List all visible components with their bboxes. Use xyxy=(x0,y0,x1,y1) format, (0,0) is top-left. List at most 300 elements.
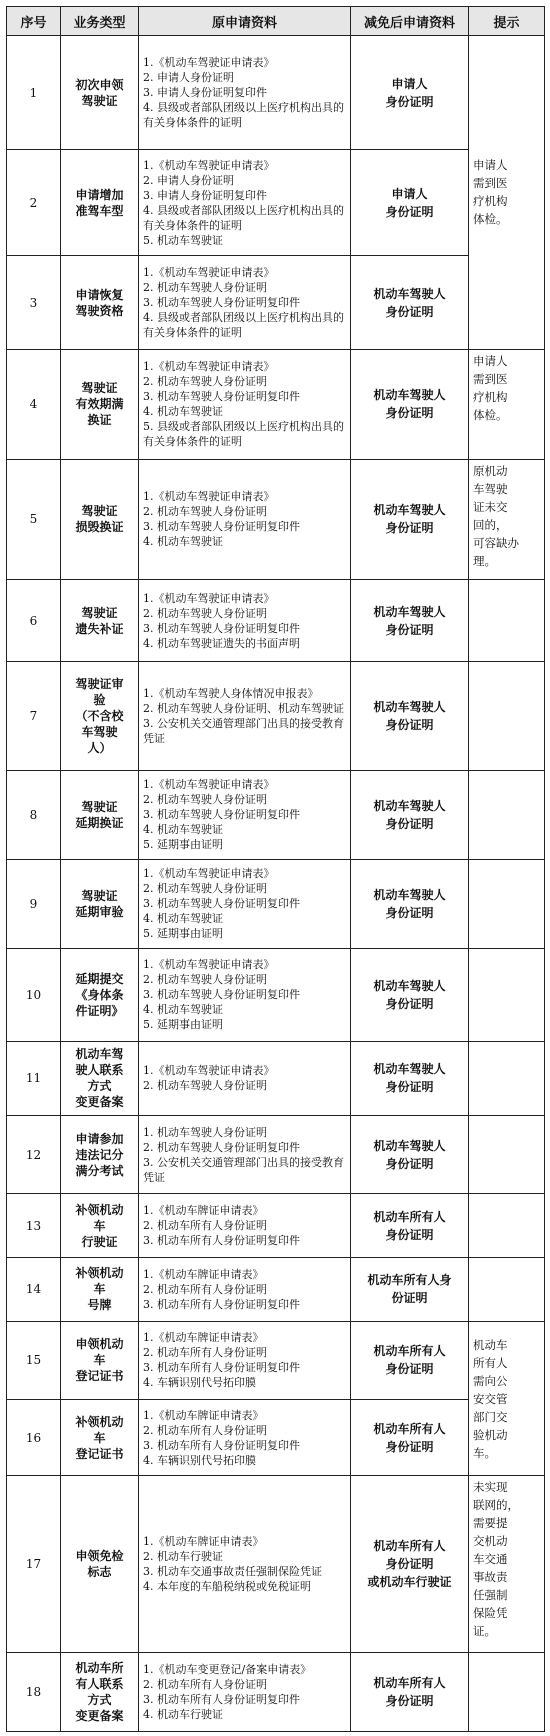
original-material-item: 2. 机动车所有人身份证明 xyxy=(143,1219,267,1233)
reduced-material-line: 身份证明 xyxy=(385,996,434,1011)
table-body xyxy=(7,36,545,1732)
business-type-cell xyxy=(61,859,139,948)
tip-line: 申请人 xyxy=(473,353,508,368)
original-material-item: 1.《机动车牌证申请表》 xyxy=(143,1408,264,1422)
business-type-cell xyxy=(61,1116,139,1194)
original-material-item: 3. 机动车驾驶人身份证明复印件 xyxy=(143,897,300,911)
business-type-line: 驾驶证 xyxy=(81,799,118,814)
tip-line: 保险凭 xyxy=(473,1606,508,1621)
row-number: 10 xyxy=(7,948,61,1041)
business-type-line: 有人联系 xyxy=(75,1677,124,1692)
row-number: 18 xyxy=(7,1653,61,1732)
original-materials-cell xyxy=(139,459,351,579)
reduced-material-line: 机动车所有人 xyxy=(373,1676,446,1691)
reduced-material-line: 机动车驾驶人 xyxy=(373,503,446,518)
original-materials-cell xyxy=(139,1116,351,1194)
table-row xyxy=(7,459,545,579)
table-row xyxy=(7,1116,545,1194)
reduced-materials-cell xyxy=(351,1041,469,1115)
original-material-item: 3. 机动车驾驶人身份证明复印件 xyxy=(143,621,300,635)
row-number: 1 xyxy=(7,36,61,150)
original-materials-cell xyxy=(139,1258,351,1322)
original-materials-cell xyxy=(139,36,351,150)
business-type-line: 驾驶证 xyxy=(81,888,118,903)
original-material-item: 1.《机动车驾驶证申请表》 xyxy=(143,266,275,280)
business-type-line: 违法记分 xyxy=(75,1147,124,1162)
table-row xyxy=(7,1653,545,1732)
business-type-line: 有效期满 xyxy=(75,397,124,412)
tip-cell-empty xyxy=(469,1194,545,1258)
original-material-item: 1.《机动车驾驶证申请表》 xyxy=(143,1064,275,1078)
business-type-cell xyxy=(61,662,139,770)
table-row xyxy=(7,256,545,349)
original-material-item: 1.《机动车驾驶证申请表》 xyxy=(143,778,275,792)
tip-line: 任强制 xyxy=(473,1588,508,1603)
business-type-cell xyxy=(61,1400,139,1476)
business-type-cell xyxy=(61,150,139,256)
table-row xyxy=(7,859,545,948)
reduced-material-line: 身份证明 xyxy=(385,204,434,219)
row-number: 11 xyxy=(7,1041,61,1115)
tip-line: 需到医 xyxy=(473,176,508,191)
business-type-line: （不含校 xyxy=(75,708,124,723)
original-material-item: 4. 机动车行驶证 xyxy=(143,1708,223,1722)
business-type-cell xyxy=(61,770,139,859)
original-material-item: 5. 延期事由证明 xyxy=(143,1018,223,1032)
tip-cell-empty xyxy=(469,1258,545,1322)
reduced-materials-cell xyxy=(351,579,469,662)
reduced-material-line: 机动车所有人 xyxy=(373,1209,446,1224)
tip-line: 原机动 xyxy=(473,463,508,478)
business-type-cell xyxy=(61,256,139,349)
tip-line: 所有人 xyxy=(473,1355,508,1370)
row-number: 8 xyxy=(7,770,61,859)
business-type-line: 机动车驾 xyxy=(75,1047,124,1062)
business-type-line: 申领免检 xyxy=(75,1549,124,1564)
original-material-item: 1.《机动车牌证申请表》 xyxy=(143,1267,264,1281)
business-type-line: 驾驶证审 xyxy=(75,676,124,691)
original-material-item: 2. 机动车驾驶人身份证明 xyxy=(143,505,267,519)
reduced-material-line: 身份证明 xyxy=(385,1362,434,1377)
business-type-line: 损毁换证 xyxy=(75,520,124,535)
original-materials-cell xyxy=(139,579,351,662)
original-material-item: 3. 公安机关交通管理部门出具的接受教育凭证 xyxy=(143,1155,344,1184)
reduced-materials-cell xyxy=(351,1653,469,1732)
original-material-item: 1.《机动车驾驶证申请表》 xyxy=(143,158,275,172)
row-number: 16 xyxy=(7,1400,61,1476)
tip-cell-empty xyxy=(469,948,545,1041)
original-material-item: 2. 机动车所有人身份证明 xyxy=(143,1282,267,1296)
table-row xyxy=(7,948,545,1041)
reduced-materials-cell xyxy=(351,1258,469,1322)
original-material-item: 2. 机动车驾驶人身份证明 xyxy=(143,793,267,807)
tip-line: 联网的， xyxy=(473,1498,519,1513)
header-no: 序号 xyxy=(7,7,61,36)
original-material-item: 4. 车辆识别代号拓印膜 xyxy=(143,1376,256,1390)
reduced-material-line: 身份证明 xyxy=(385,622,434,637)
reduced-materials-cell xyxy=(351,1400,469,1476)
tip-line: 需到医 xyxy=(473,371,508,386)
row-number: 3 xyxy=(7,256,61,349)
business-type-cell xyxy=(61,459,139,579)
reduced-material-line: 身份证明 xyxy=(385,94,434,109)
tip-line: 车交通 xyxy=(473,1552,508,1567)
reduced-materials-cell xyxy=(351,1321,469,1399)
original-material-item: 1.《机动车驾驶证申请表》 xyxy=(143,490,275,504)
business-type-line: 申请增加 xyxy=(75,187,124,202)
table-row xyxy=(7,1476,545,1653)
tip-line: 疗机构 xyxy=(473,194,508,209)
reduced-material-line: 机动车驾驶人 xyxy=(373,798,446,813)
reduced-materials-cell xyxy=(351,1476,469,1653)
reduced-material-line: 机动车驾驶人 xyxy=(373,1062,446,1077)
original-materials-cell xyxy=(139,1653,351,1732)
reduced-material-line: 身份证明 xyxy=(385,717,434,732)
original-material-item: 4. 机动车驾驶证 xyxy=(143,823,223,837)
reduced-materials-cell xyxy=(351,948,469,1041)
business-type-line: 驾驶证 xyxy=(81,504,118,519)
tip-line: 部门交 xyxy=(473,1409,508,1424)
business-type-line: 车 xyxy=(93,1218,106,1233)
original-materials-cell xyxy=(139,662,351,770)
tip-line: 疗机构 xyxy=(473,389,508,404)
original-materials-cell xyxy=(139,150,351,256)
original-material-item: 3. 机动车驾驶人身份证明复印件 xyxy=(143,296,300,310)
table-row xyxy=(7,36,545,150)
original-material-item: 2. 机动车所有人身份证明 xyxy=(143,1678,267,1692)
original-material-item: 5. 县级或者部队团级以上医疗机构出具的有关身体条件的证明 xyxy=(143,420,344,449)
business-type-line: 准驾车型 xyxy=(75,203,124,218)
original-material-item: 4. 车辆识别代号拓印膜 xyxy=(143,1453,256,1467)
tip-cell xyxy=(469,459,545,579)
original-materials-cell xyxy=(139,256,351,349)
original-material-item: 5. 延期事由证明 xyxy=(143,927,223,941)
tip-line: 验机动 xyxy=(473,1427,508,1442)
reduced-material-line: 机动车所有人 xyxy=(373,1539,446,1554)
original-material-item: 4. 县级或者部队团级以上医疗机构出具的有关身体条件的证明 xyxy=(143,203,344,232)
original-material-item: 4. 本年度的车船税纳税或免税证明 xyxy=(143,1580,311,1594)
table-row xyxy=(7,770,545,859)
reduced-material-line: 身份证明 xyxy=(385,406,434,421)
original-materials-cell xyxy=(139,859,351,948)
business-type-cell xyxy=(61,1041,139,1115)
original-material-item: 4. 县级或者部队团级以上医疗机构出具的有关身体条件的证明 xyxy=(143,101,344,130)
business-type-line: 申请参加 xyxy=(75,1131,124,1146)
business-type-cell xyxy=(61,948,139,1041)
business-type-line: 车 xyxy=(93,1430,106,1445)
business-type-cell xyxy=(61,36,139,150)
tip-line: 回的， xyxy=(473,517,508,532)
original-materials-cell xyxy=(139,1321,351,1399)
original-material-item: 2. 机动车所有人身份证明 xyxy=(143,1346,267,1360)
original-material-item: 1.《机动车驾驶证申请表》 xyxy=(143,360,275,374)
tip-line: 申请人 xyxy=(473,158,508,173)
reduced-material-line: 份证明 xyxy=(391,1291,428,1306)
tip-cell-empty xyxy=(469,1116,545,1194)
business-type-line: 车 xyxy=(93,1282,106,1297)
reduced-material-line: 身份证明 xyxy=(385,1080,434,1095)
business-type-line: 变更备案 xyxy=(75,1709,124,1724)
original-materials-cell xyxy=(139,770,351,859)
row-number: 15 xyxy=(7,1321,61,1399)
business-type-line: 驾驶证 xyxy=(81,93,118,108)
row-number: 17 xyxy=(7,1476,61,1653)
original-material-item: 3. 机动车所有人身份证明复印件 xyxy=(143,1361,300,1375)
original-materials-cell xyxy=(139,948,351,1041)
original-material-item: 3. 机动车驾驶人身份证明复印件 xyxy=(143,808,300,822)
original-material-item: 3. 机动车交通事故责任强制保险凭证 xyxy=(143,1565,322,1579)
original-material-item: 4. 机动车驾驶证 xyxy=(143,1003,223,1017)
original-material-item: 5. 延期事由证明 xyxy=(143,838,223,852)
reduced-material-line: 身份证明 xyxy=(385,1439,434,1454)
original-material-item: 2. 机动车驾驶人身份证明 xyxy=(143,973,267,987)
original-material-item: 3. 申请人身份证明复印件 xyxy=(143,86,267,100)
original-material-item: 2. 机动车驾驶人身份证明 xyxy=(143,882,267,896)
header-tips: 提示 xyxy=(469,7,545,36)
reduced-materials-cell xyxy=(351,256,469,349)
reduced-material-line: 身份证明 xyxy=(385,905,434,920)
service-table xyxy=(6,6,545,1732)
tip-cell xyxy=(469,36,545,350)
tip-line: 车。 xyxy=(473,1445,496,1460)
original-materials-cell xyxy=(139,1476,351,1653)
original-material-item: 1.《机动车驾驶证申请表》 xyxy=(143,867,275,881)
business-type-line: 登记证书 xyxy=(75,1446,124,1461)
original-material-item: 1. 机动车驾驶人身份证明 xyxy=(143,1125,267,1139)
tip-cell-empty xyxy=(469,662,545,770)
original-material-item: 2. 机动车所有人身份证明 xyxy=(143,1423,267,1437)
tip-line: 未实现 xyxy=(473,1480,508,1495)
business-type-line: 驶人联系 xyxy=(75,1063,124,1078)
reduced-materials-cell xyxy=(351,349,469,459)
reduced-material-line: 机动车所有人 xyxy=(373,1344,446,1359)
business-type-cell xyxy=(61,349,139,459)
original-material-item: 3. 机动车所有人身份证明复印件 xyxy=(143,1693,300,1707)
reduced-materials-cell xyxy=(351,859,469,948)
original-material-item: 2. 机动车驾驶人身份证明 xyxy=(143,1079,267,1093)
business-type-cell xyxy=(61,1258,139,1322)
business-type-line: 标志 xyxy=(87,1565,112,1580)
tip-line: 机动车 xyxy=(473,1337,508,1352)
original-material-item: 2. 机动车驾驶人身份证明、机动车驾驶证 xyxy=(143,701,344,715)
original-material-item: 3. 机动车驾驶人身份证明复印件 xyxy=(143,390,300,404)
original-material-item: 3. 公安机关交通管理部门出具的接受教育凭证 xyxy=(143,716,344,745)
reduced-material-line: 机动车所有人身 xyxy=(367,1273,452,1288)
table-row xyxy=(7,662,545,770)
business-type-line: 申请恢复 xyxy=(75,287,124,302)
business-type-line: 机动车所 xyxy=(75,1661,124,1676)
reduced-material-line: 机动车驾驶人 xyxy=(373,699,446,714)
tip-line: 车驾驶 xyxy=(473,481,508,496)
tip-cell xyxy=(469,1476,545,1653)
original-material-item: 3. 机动车所有人身份证明复印件 xyxy=(143,1234,300,1248)
original-material-item: 2. 机动车行驶证 xyxy=(143,1550,223,1564)
original-materials-cell xyxy=(139,1194,351,1258)
table-row xyxy=(7,349,545,459)
tip-cell-empty xyxy=(469,1041,545,1115)
reduced-materials-cell xyxy=(351,1116,469,1194)
business-type-line: 补领机动 xyxy=(75,1266,124,1281)
business-type-line: 方式 xyxy=(87,1079,112,1094)
original-material-item: 3. 机动车驾驶人身份证明复印件 xyxy=(143,988,300,1002)
reduced-material-line: 身份证明 xyxy=(385,816,434,831)
row-number: 4 xyxy=(7,349,61,459)
original-material-item: 1.《机动车驾驶证申请表》 xyxy=(143,56,275,70)
tip-line: 需要提 xyxy=(473,1516,508,1531)
business-type-line: 延期提交 xyxy=(75,971,124,986)
business-type-cell xyxy=(61,1321,139,1399)
business-type-line: 行驶证 xyxy=(81,1234,118,1249)
original-material-item: 4. 机动车驾驶证 xyxy=(143,405,223,419)
original-material-item: 4. 机动车驾驶证遗失的书面声明 xyxy=(143,636,300,650)
business-type-line: 验 xyxy=(93,692,106,707)
table-row xyxy=(7,1194,545,1258)
reduced-materials-cell xyxy=(351,150,469,256)
reduced-material-line: 机动车驾驶人 xyxy=(373,1138,446,1153)
reduced-material-line: 身份证明 xyxy=(385,521,434,536)
row-number: 9 xyxy=(7,859,61,948)
original-material-item: 2. 机动车驾驶人身份证明 xyxy=(143,281,267,295)
row-number: 6 xyxy=(7,579,61,662)
reduced-material-line: 或机动车行驶证 xyxy=(367,1575,452,1590)
original-material-item: 1.《机动车驾驶人身体情况申报表》 xyxy=(143,686,319,700)
business-type-line: 驾驶证 xyxy=(81,381,118,396)
original-material-item: 1.《机动车变更登记/备案申请表》 xyxy=(143,1663,312,1677)
original-material-item: 4. 机动车驾驶证 xyxy=(143,535,223,549)
tip-cell-empty xyxy=(469,1653,545,1732)
original-material-item: 1.《机动车牌证申请表》 xyxy=(143,1535,264,1549)
reduced-material-line: 身份证明 xyxy=(385,304,434,319)
row-number: 2 xyxy=(7,150,61,256)
tip-line: 体检。 xyxy=(473,212,508,227)
tip-cell xyxy=(469,1321,545,1476)
row-number: 12 xyxy=(7,1116,61,1194)
business-type-line: 号牌 xyxy=(87,1298,112,1313)
table-row xyxy=(7,150,545,256)
tip-line: 证未交 xyxy=(473,499,508,514)
tip-cell-empty xyxy=(469,859,545,948)
reduced-material-line: 机动车驾驶人 xyxy=(373,604,446,619)
row-number: 7 xyxy=(7,662,61,770)
reduced-material-line: 机动车驾驶人 xyxy=(373,978,446,993)
original-material-item: 2. 申请人身份证明 xyxy=(143,71,234,85)
original-material-item: 1.《机动车驾驶证申请表》 xyxy=(143,591,275,605)
tip-line: 交机动 xyxy=(473,1534,508,1549)
header-reduced-materials: 减免后申请资料 xyxy=(351,7,469,36)
original-material-item: 1.《机动车驾驶证申请表》 xyxy=(143,958,275,972)
business-type-line: 人） xyxy=(87,740,112,755)
business-type-line: 补领机动 xyxy=(75,1414,124,1429)
original-materials-cell xyxy=(139,1400,351,1476)
original-material-item: 3. 机动车所有人身份证明复印件 xyxy=(143,1297,300,1311)
reduced-material-line: 申请人 xyxy=(391,76,428,91)
tip-cell xyxy=(469,349,545,459)
business-type-cell xyxy=(61,1194,139,1258)
original-material-item: 2. 机动车驾驶人身份证明复印件 xyxy=(143,1140,300,1154)
table-header-row xyxy=(7,7,545,36)
business-type-line: 方式 xyxy=(87,1693,112,1708)
header-original-materials: 原申请资料 xyxy=(139,7,351,36)
original-materials-cell xyxy=(139,1041,351,1115)
business-type-cell xyxy=(61,1653,139,1732)
tip-line: 证。 xyxy=(473,1624,496,1639)
business-type-line: 满分考试 xyxy=(75,1163,124,1178)
tip-line: 安交管 xyxy=(473,1391,508,1406)
reduced-material-line: 身份证明 xyxy=(385,1156,434,1171)
business-type-line: 车 xyxy=(93,1353,106,1368)
reduced-materials-cell xyxy=(351,36,469,150)
reduced-material-line: 机动车所有人 xyxy=(373,1421,446,1436)
reduced-materials-cell xyxy=(351,662,469,770)
row-number: 5 xyxy=(7,459,61,579)
table-row xyxy=(7,1321,545,1399)
reduced-material-line: 身份证明 xyxy=(385,1694,434,1709)
original-material-item: 4. 机动车驾驶证 xyxy=(143,912,223,926)
reduced-materials-cell xyxy=(351,770,469,859)
row-number: 14 xyxy=(7,1258,61,1322)
business-type-line: 申领机动 xyxy=(75,1337,124,1352)
table-row xyxy=(7,579,545,662)
tip-line: 体检。 xyxy=(473,407,508,422)
business-type-line: 车驾驶 xyxy=(81,724,118,739)
business-type-cell xyxy=(61,1476,139,1653)
table-row xyxy=(7,1041,545,1115)
table-row xyxy=(7,1400,545,1476)
reduced-material-line: 机动车驾驶人 xyxy=(373,388,446,403)
tip-line: 需向公 xyxy=(473,1373,508,1388)
business-type-line: 驾驶资格 xyxy=(75,303,124,318)
business-type-line: 延期换证 xyxy=(75,815,124,830)
reduced-materials-cell xyxy=(351,459,469,579)
tip-cell-empty xyxy=(469,579,545,662)
original-material-item: 2. 机动车驾驶人身份证明 xyxy=(143,606,267,620)
original-material-item: 3. 机动车驾驶人身份证明复印件 xyxy=(143,520,300,534)
original-material-item: 1.《机动车牌证申请表》 xyxy=(143,1331,264,1345)
reduced-material-line: 身份证明 xyxy=(385,1557,434,1572)
reduced-material-line: 机动车驾驶人 xyxy=(373,887,446,902)
original-material-item: 2. 机动车驾驶人身份证明 xyxy=(143,375,267,389)
original-material-item: 4. 县级或者部队团级以上医疗机构出具的有关身体条件的证明 xyxy=(143,311,344,340)
original-material-item: 5. 机动车驾驶证 xyxy=(143,233,223,247)
header-business-type: 业务类型 xyxy=(61,7,139,36)
row-number: 13 xyxy=(7,1194,61,1258)
business-type-line: 《身体条 xyxy=(75,987,124,1002)
original-material-item: 2. 申请人身份证明 xyxy=(143,173,234,187)
reduced-material-line: 申请人 xyxy=(391,186,428,201)
business-type-line: 延期审验 xyxy=(75,904,124,919)
table-row xyxy=(7,1258,545,1322)
reduced-material-line: 机动车驾驶人 xyxy=(373,286,446,301)
original-materials-cell xyxy=(139,349,351,459)
reduced-material-line: 身份证明 xyxy=(385,1227,434,1242)
business-type-line: 变更备案 xyxy=(75,1095,124,1110)
original-material-item: 1.《机动车牌证申请表》 xyxy=(143,1204,264,1218)
business-type-line: 初次申领 xyxy=(75,77,124,92)
original-material-item: 3. 申请人身份证明复印件 xyxy=(143,188,267,202)
reduced-materials-cell xyxy=(351,1194,469,1258)
business-type-cell xyxy=(61,579,139,662)
business-type-line: 补领机动 xyxy=(75,1202,124,1217)
tip-line: 事故责 xyxy=(473,1570,508,1585)
business-type-line: 驾驶证 xyxy=(81,605,118,620)
tip-cell-empty xyxy=(469,770,545,859)
business-type-line: 登记证书 xyxy=(75,1369,124,1384)
business-type-line: 换证 xyxy=(87,413,112,428)
business-type-line: 遗失补证 xyxy=(75,621,124,636)
tip-line: 可容缺办理。 xyxy=(473,535,519,568)
original-material-item: 3. 机动车所有人身份证明复印件 xyxy=(143,1438,300,1452)
business-type-line: 件证明》 xyxy=(75,1003,124,1018)
